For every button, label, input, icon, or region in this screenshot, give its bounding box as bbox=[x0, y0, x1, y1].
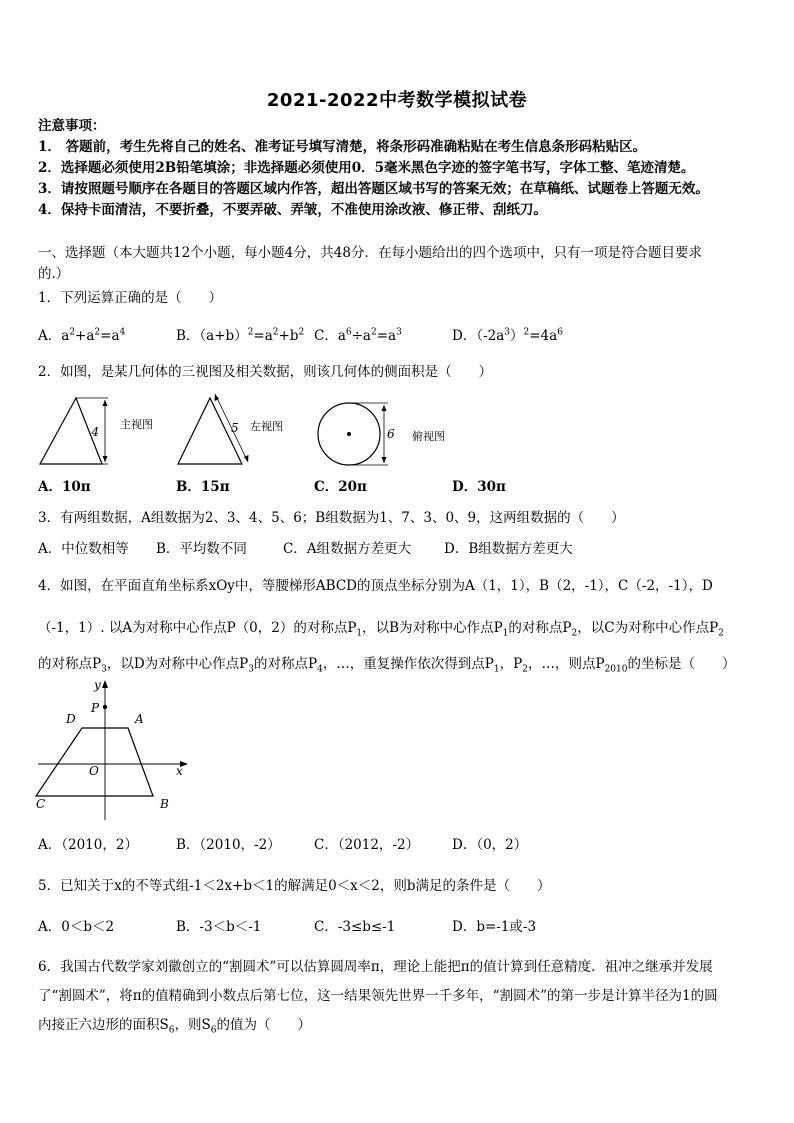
left-dim-text: 5 bbox=[231, 421, 239, 435]
q2-option-c: C．20π bbox=[314, 479, 367, 495]
q4-option-c: C．（2012，-2） bbox=[314, 837, 420, 853]
notes-item-4: 4．保持卡面清洁，不要折叠，不要弄破、弄皱，不准使用涂改液、修正带、刮纸刀。 bbox=[38, 202, 547, 218]
top-dim-arrow-up bbox=[382, 405, 387, 411]
section1-line2: 的.） bbox=[38, 266, 70, 282]
notes-heading: 注意事项： bbox=[38, 118, 106, 134]
q6-line3: 内接正六边形的面积$S_6$，则$S_6$的值为（ ） bbox=[38, 1017, 311, 1036]
front-view-label: 主视图 bbox=[120, 418, 153, 431]
front-dim-arrow-down bbox=[103, 456, 108, 462]
q4-line1: 4．如图，在平面直角坐标系xOy中，等腰梯形ABCD的顶点坐标分别为A（1，1），B（2，-1），C（-2，-1），D bbox=[38, 578, 713, 594]
notes-item-1: 1． 答题前，考生先将自己的姓名、准考证号填写清楚，将条形码准确粘贴在考生信息条形码粘贴区。 bbox=[38, 139, 647, 155]
front-dim-arrow-up bbox=[103, 400, 108, 406]
q4-option-d: D．（0，2） bbox=[452, 837, 528, 853]
label-a: A bbox=[135, 712, 144, 726]
q1-option-d: D．$(-2a^3)^2=4a^6$ bbox=[452, 327, 563, 344]
trapezoid-abcd bbox=[36, 728, 153, 796]
top-dim-arrow-down bbox=[382, 457, 387, 463]
left-view-label: 左视图 bbox=[250, 420, 283, 433]
q3-option-d: D．B组数据方差更大 bbox=[444, 541, 573, 557]
notes-item-3: 3．请按照题号顺序在各题目的答题区域内作答，超出答题区域书写的答案无效；在草稿纸、试题卷上答题无效。 bbox=[38, 181, 709, 197]
label-b: B bbox=[160, 797, 169, 811]
q5-option-d: D．b=-1或-3 bbox=[452, 919, 537, 935]
q6-line1: 6．我国古代数学家刘徽创立的“割圆术”可以估算圆周率π，理论上能把π的值计算到任意精度．祖冲之继承并发展 bbox=[38, 959, 713, 975]
q2-option-d: D．30π bbox=[452, 479, 506, 495]
q4-line2: （-1，1）. 以A为对称中心作点P（0，2）的对称点$P_1$，以B为对称中心作点$P_1$的对称点$P_2$，以C为对称中心作点$P_2$ bbox=[38, 620, 724, 639]
y-axis-arrow bbox=[102, 680, 108, 688]
q4-line3: 的对称点$P_3$，以D为对称中心作点$P_3$的对称点$P_4$，…，重复操作依次得到点$P_1$，$P_2$，…，则点$P_{2010}$的坐标是（ ） bbox=[38, 656, 736, 675]
label-y: y bbox=[94, 678, 101, 692]
top-view-center-dot bbox=[347, 432, 351, 436]
q2-option-a: A．10π bbox=[38, 479, 91, 495]
label-o: O bbox=[89, 764, 99, 778]
q1-option-a: A．$a^2+a^2=a^4$ bbox=[38, 327, 126, 344]
q1-option-c: C．$a^6\div a^2=a^3$ bbox=[314, 327, 402, 344]
q4-option-b: B．（2010，-2） bbox=[176, 837, 281, 853]
q2-option-b: B．15π bbox=[176, 479, 230, 495]
q1-option-b: B．$(a+b)^2=a^2+b^2$ bbox=[176, 327, 305, 344]
q4-option-a: A．（2010，2） bbox=[38, 837, 138, 853]
q5-option-b: B．-3＜b＜-1 bbox=[176, 919, 262, 935]
q6-line2: 了“割圆术”，将π的值精确到小数点后第七位，这一结果领先世界一千多年，“割圆术”的第一步是计算半径为1的圆 bbox=[38, 988, 718, 1004]
notes-item-2: 2．选择题必须使用2B铅笔填涂；非选择题必须使用0．5毫米黑色字迹的签字笔书写，字体工整、笔迹清楚。 bbox=[38, 160, 695, 176]
label-x: x bbox=[176, 764, 183, 778]
q5-stem: 5．已知关于x的不等式组-1＜2x+b＜1的解满足0＜x＜2，则b满足的条件是（ ） bbox=[38, 878, 551, 894]
q3-option-b: B．平均数不同 bbox=[156, 541, 247, 557]
front-dim-text: 4 bbox=[91, 425, 99, 439]
section1-line1: 一、选择题（本大题共12个小题，每小题4分，共48分．在每小题给出的四个选项中，只有一项是符合题目要求 bbox=[38, 245, 702, 261]
top-view-label: 俯视图 bbox=[412, 430, 445, 443]
label-c: C bbox=[36, 797, 46, 811]
q3-option-a: A．中位数相等 bbox=[38, 541, 129, 557]
point-p-dot bbox=[103, 705, 107, 709]
q3-stem: 3．有两组数据，A组数据为2、3、4、5、6；B组数据为1、7、3、0、9，这两组数据的（ ） bbox=[38, 510, 625, 526]
q5-option-a: A．0＜b＜2 bbox=[38, 919, 115, 935]
q3-option-c: C．A组数据方差更大 bbox=[283, 541, 412, 557]
label-d: D bbox=[66, 712, 76, 726]
q2-stem: 2．如图，是某几何体的三视图及相关数据，则该几何体的侧面积是（ ） bbox=[38, 364, 493, 380]
page-title: 2021-2022中考数学模拟试卷 bbox=[266, 90, 528, 111]
top-dim-text: 6 bbox=[387, 427, 395, 441]
q5-option-c: C．-3≤b≤-1 bbox=[314, 919, 396, 935]
q4-coordinate-figure bbox=[34, 676, 194, 822]
q1-stem: 1．下列运算正确的是（ ） bbox=[38, 290, 223, 306]
q2-three-views-figure bbox=[38, 392, 478, 472]
label-p: P bbox=[91, 701, 100, 715]
